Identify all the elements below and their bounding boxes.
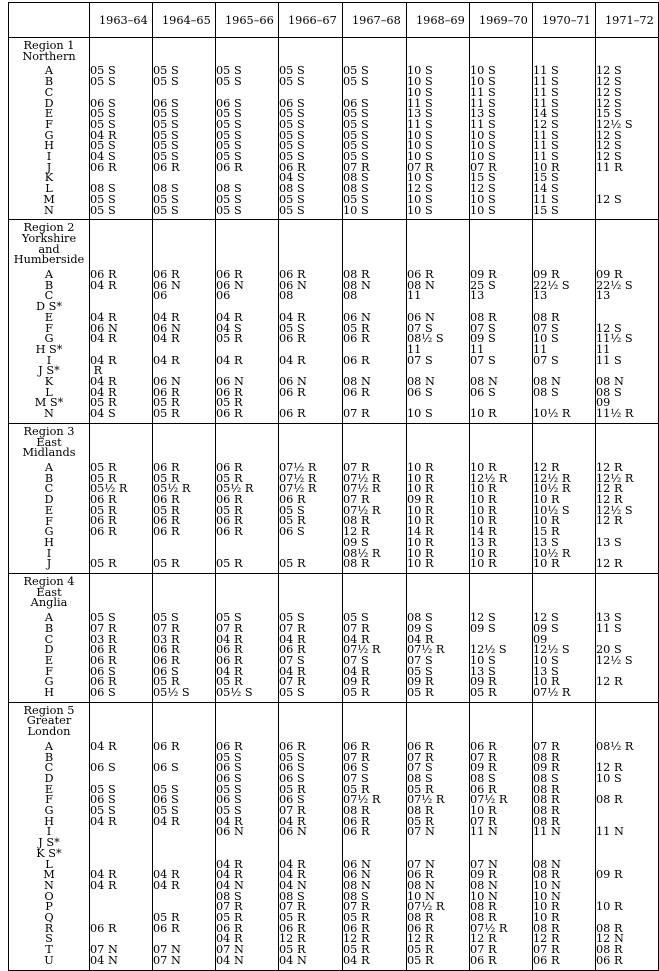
value-cell — [153, 220, 216, 424]
value-cell — [216, 702, 279, 970]
district-letter: A — [44, 268, 54, 282]
district-letter: E — [44, 310, 54, 324]
value-cell — [596, 38, 659, 220]
region-name: Region 3 — [23, 424, 75, 438]
district-letter: F — [45, 117, 53, 131]
district-letter: L — [45, 857, 53, 871]
district-letter: B — [44, 621, 54, 635]
value-cell — [279, 574, 343, 703]
value-cell — [343, 423, 407, 573]
column-header: 1964–65 — [153, 3, 216, 38]
value-list: 05 S 07 R 04 R 07½ R 07 S 04 R 09 R 05 R — [343, 611, 381, 700]
district-letter: G — [44, 675, 54, 689]
district-letter: C — [44, 632, 54, 646]
value-list: 05 S 07 R 03 R 06 R 06 R 06 S 05 R 05½ S — [153, 611, 190, 700]
district-letter: H — [44, 686, 54, 700]
district-letter: C — [44, 482, 54, 496]
district-letter: T — [45, 943, 53, 957]
column-header: 1966–67 — [279, 3, 343, 38]
value-cell — [153, 702, 216, 970]
district-letter: O — [44, 889, 54, 903]
district-letter: K S* — [36, 846, 62, 860]
district-letter: E — [44, 503, 54, 517]
value-cell — [470, 220, 533, 424]
value-cell — [470, 38, 533, 220]
value-list: 10 S 10 S 10 S 11 S 13 S 11 S 10 S 10 S 10 S 07 R 10 S 12 S 10 S 10 S — [407, 64, 434, 217]
region-name: Region 1 — [23, 39, 75, 52]
value-cell — [533, 702, 596, 970]
region-name: London — [27, 725, 71, 739]
value-list: 06 R 06 N 06 04 R 06 N 04 R 04 R 06 N 06 R 05 R 05 R — [153, 268, 181, 421]
column-header: 1965–66 — [216, 3, 279, 38]
value-list: 12 R 12½ R 10½ R 10 R 10½ S 10 R 15 R 13 S 10½ R 10 R — [533, 460, 571, 571]
district-letter: H — [44, 139, 54, 153]
district-letter: D — [44, 96, 54, 110]
district-letter: L — [45, 385, 53, 399]
value-cell — [407, 38, 470, 220]
value-cell — [216, 423, 279, 573]
value-cell — [470, 574, 533, 703]
district-letter: K — [44, 171, 54, 185]
table-header — [9, 3, 659, 38]
value-list: 05 S 05 S 06 S 05 S 05 S 05 S 05 S 05 S 06 R 08 S 05 S 05 S — [153, 64, 180, 217]
value-list: 13 S 11 S 20 S 12½ S 12 R — [596, 611, 633, 689]
value-list: 12 R 12½ R 12 R 12 R 12½ S 12 R 13 S 12 R — [596, 460, 634, 571]
value-cell — [90, 702, 153, 970]
region-name: and — [38, 242, 60, 256]
region-name: Humberside — [13, 253, 85, 267]
district-letter: C — [44, 85, 54, 99]
district-letter: U — [44, 953, 54, 967]
district-letter: N — [44, 878, 54, 892]
value-list: 07½ R 07½ R 07½ R 06 R 05 S 05 R 06 S 05 R — [279, 460, 317, 571]
district-letter: I — [46, 353, 52, 367]
value-list: 05 S 07 R 04 R 06 R 07 S 04 R 07 R 05 S — [279, 611, 306, 700]
district-letter: F — [45, 664, 53, 678]
value-list: 05 R 05 R 05½ R 06 R 05 R 06 R 06 R 05 R — [90, 460, 128, 571]
column-header: 1969–70 — [470, 3, 533, 38]
region-row — [9, 38, 659, 220]
region-name: Region 2 — [23, 221, 75, 235]
district-letter: C — [44, 761, 54, 775]
region-name: Region 4 — [23, 575, 75, 588]
column-header: 1968–69 — [407, 3, 470, 38]
value-list: 05 S 05 S 06 S 05 S 05 S 05 S 05 S 05 S 06 R 08 S 05 S 05 S — [216, 64, 243, 217]
value-list: 08 R 08 N 08 06 N 05 R 06 R 06 R 08 N 06 R 07 R — [343, 268, 371, 421]
rates-table — [8, 2, 659, 971]
region-name: Greater — [26, 714, 72, 728]
value-list: 05 S 07 R 04 R 06 R 06 R 04 R 05 R 05½ S — [216, 611, 253, 700]
region-row — [9, 574, 659, 703]
district-letter: D S* — [35, 300, 63, 314]
region-label-cell — [9, 220, 90, 424]
district-letter: S — [45, 932, 53, 946]
value-list: 09 R 22½ S 13 08 R 07 S 10 S 11 07 S 08 N 08 S 10½ R — [533, 268, 571, 421]
district-letter: M S* — [34, 396, 64, 410]
value-list: 06 R 07 R 07 S 08 S 05 R 07½ R 08 R 05 R 07 N 07 N 06 R 08 N 10 N 07½ R 08 R 06 R 12 R 05 R 05 R — [407, 739, 445, 967]
value-list: 09 R 25 S 13 08 R 07 S 09 S 11 07 S 08 N 06 S 10 R — [470, 268, 498, 421]
district-letter: M — [43, 192, 55, 206]
district-letter: F — [45, 321, 53, 335]
district-letter: E — [44, 107, 54, 121]
district-letter: B — [44, 278, 54, 292]
value-cell — [343, 220, 407, 424]
value-cell — [90, 220, 153, 424]
region-label-cell — [9, 574, 90, 703]
value-cell — [153, 38, 216, 220]
value-cell — [279, 220, 343, 424]
value-list: 12 S 09 S 12½ S 10 S 13 S 09 R 05 R — [470, 611, 507, 700]
table-body — [9, 38, 659, 971]
district-letter: N — [44, 407, 54, 421]
district-letter: B — [44, 471, 54, 485]
value-cell — [279, 702, 343, 970]
value-list: 12 S 09 S 09 12½ S 10 S 13 S 10 R 07½ R — [533, 611, 571, 700]
value-cell — [216, 220, 279, 424]
district-letter: A — [44, 611, 54, 625]
value-cell — [279, 38, 343, 220]
value-cell — [407, 574, 470, 703]
value-list: 06 R 07 R 09 R 08 S 06 R 07½ R 10 R 07 R 11 N 07 N 09 R 08 N 10 N 08 R 08 R 07½ R 12 R 07 R 06 R — [470, 739, 508, 967]
value-cell — [407, 220, 470, 424]
value-list: 06 R 05 S 06 S 06 S 05 S 06 S 05 S 04 R 06 N 04 R 04 R 04 N 08 S 07 R 05 R 06 R 04 R 07 N 04 N — [216, 739, 244, 967]
region-row — [9, 702, 659, 970]
value-cell — [216, 38, 279, 220]
district-letter: C — [44, 289, 54, 303]
value-cell — [90, 574, 153, 703]
value-cell — [343, 574, 407, 703]
district-letter: P — [45, 900, 53, 914]
column-header: 1967–68 — [343, 3, 407, 38]
district-letter: I — [46, 825, 52, 839]
district-letter: H S* — [35, 342, 63, 356]
value-cell — [470, 702, 533, 970]
district-letter: F — [45, 514, 53, 528]
value-list: 06 R 06 N 06 04 R 04 S 05 R 04 R 06 N 06 R 05 R 06 R — [216, 268, 244, 421]
value-cell — [533, 574, 596, 703]
district-letter: J — [46, 557, 52, 571]
value-list: 06 R 05 S 06 S 06 S 05 R 06 S 07 R 04 R 06 N 04 R 04 R 04 N 08 S 07 R 05 R 06 R 12 R 05 R 04 N — [279, 739, 307, 967]
value-list: 08½ R 12 R 10 S 08 R 11 N 09 R 10 R 08 R 12 N 08 R 06 R — [596, 739, 634, 967]
value-cell — [596, 220, 659, 424]
district-letter: A — [44, 460, 54, 474]
district-letter: K — [44, 375, 54, 389]
region-name: Region 5 — [23, 703, 75, 717]
region-name: East — [36, 585, 62, 599]
district-letter: D — [44, 643, 54, 657]
region-name: Midlands — [22, 446, 76, 460]
value-list: 06 R 05 R 05½ R 06 R 05 R 06 R 06 R 05 R — [216, 460, 254, 571]
region-label-cell — [9, 38, 90, 220]
district-letter: I — [46, 150, 52, 164]
value-list: 10 R 10 R 10 R 09 R 10 R 10 R 14 R 10 R 10 R 10 R — [407, 460, 434, 571]
district-letter: E — [44, 782, 54, 796]
district-letter: D — [44, 493, 54, 507]
value-list: 12 S 12 S 12 S 12 S 15 S 12½ S 12 S 12 S 12 S 11 R 12 S — [596, 64, 633, 206]
value-cell — [343, 38, 407, 220]
region-name: East — [36, 435, 62, 449]
district-letter: E — [44, 653, 54, 667]
value-list: 11 S 11 S 11 S 11 S 14 S 12 S 11 S 11 S 11 S 10 R 15 S 14 S 11 S 15 S — [533, 64, 560, 217]
column-header: 1971–72 — [596, 3, 659, 38]
district-letter: R — [44, 921, 54, 935]
value-cell — [153, 423, 216, 573]
district-letter: D — [44, 771, 54, 785]
region-name: Northern — [22, 49, 76, 63]
value-cell — [407, 702, 470, 970]
value-cell — [153, 574, 216, 703]
region-name: Yorkshire — [21, 231, 77, 245]
column-header — [9, 3, 90, 38]
district-letter: F — [45, 793, 53, 807]
value-list: 06 R 06 S 05 S 06 S 05 S 04 R 04 R 04 R 05 R 06 R 07 N 07 N — [153, 739, 181, 967]
value-list: 05 S 07 R 03 R 06 R 06 R 06 S 06 R 06 S — [90, 611, 117, 700]
district-letter: N — [44, 203, 54, 217]
region-label-cell — [9, 423, 90, 573]
value-list: 06 R 07 R 06 S 07 S 05 R 07½ R 08 R 06 R 06 R 06 N 06 N 08 N 08 S 07 R 05 R 06 R 12 R 05 R 04 R — [343, 739, 381, 967]
region-row — [9, 423, 659, 573]
value-list: 06 R 06 N 08 04 R 05 S 06 R 04 R 06 N 06 R 06 R — [279, 268, 307, 421]
column-header: 1963–64 — [90, 3, 153, 38]
value-list: 04 R 06 S 05 S 06 S 05 S 04 R 04 R 04 R 06 R 07 N 04 N — [90, 739, 118, 967]
district-letter: J S* — [38, 836, 60, 850]
region-name: Anglia — [30, 596, 68, 610]
district-letter: J S* — [38, 364, 60, 378]
value-list: 06 R 04 R 04 R 06 N 04 R 04 R R 04 R 04 R 05 R 04 S — [90, 268, 118, 421]
value-list: 05 S 05 S 06 S 05 S 05 S 04 R 05 S 04 S 06 R 08 S 05 S 05 S — [90, 64, 117, 217]
value-cell — [279, 423, 343, 573]
value-cell — [533, 423, 596, 573]
district-letter: I — [46, 546, 52, 560]
value-cell — [216, 574, 279, 703]
district-letter: A — [44, 64, 54, 78]
district-letter: J — [46, 160, 52, 174]
value-list: 07 R 07½ R 07½ R 07 R 07½ R 08 R 12 R 09 S 08½ R 08 R — [343, 460, 381, 571]
value-cell — [533, 220, 596, 424]
district-letter: H — [44, 535, 54, 549]
value-list: 05 S 05 S 06 S 05 S 05 S 05 S 05 S 05 S 06 R 04 S 08 S 05 S 05 S — [279, 64, 306, 217]
value-cell — [533, 38, 596, 220]
value-list: 09 R 22½ S 13 12 S 11½ S 11 11 S 08 N 08 S 09 11½ R — [596, 268, 634, 421]
value-list: 10 R 12½ R 10 R 10 R 10 R 10 R 14 R 13 R 10 R 10 R — [470, 460, 508, 571]
district-letter: G — [44, 804, 54, 818]
district-letter: B — [44, 750, 54, 764]
region-label-cell — [9, 702, 90, 970]
value-list: 06 R 05 R 05½ R 06 R 05 R 06 R 06 R 05 R — [153, 460, 191, 571]
district-letter: L — [45, 182, 53, 196]
value-list: 05 S 05 S 06 S 05 S 05 S 05 S 05 S 05 S 07 R 08 S 08 S 05 S 10 S — [343, 64, 370, 217]
value-list: 10 S 10 S 11 S 11 S 13 S 11 S 10 S 10 S 10 S 07 R 15 S 12 S 10 S 10 S — [470, 64, 497, 217]
value-cell — [596, 574, 659, 703]
value-cell — [90, 38, 153, 220]
value-cell — [470, 423, 533, 573]
value-cell — [596, 702, 659, 970]
value-list: 06 R 08 N 11 06 N 07 S 08½ S 11 07 S 08 N 06 S 10 S — [407, 268, 444, 421]
value-list: 07 R 08 R 09 R 08 S 08 R 08 R 08 R 08 R 11 N 08 N 08 R 10 N 10 N 10 R 10 R 08 R 12 R 07 R 06 R — [533, 739, 561, 967]
district-letter: M — [43, 868, 55, 882]
value-list: 08 S 09 S 04 R 07½ R 07 S 05 S 09 R 05 R — [407, 611, 445, 700]
district-letter: G — [44, 128, 54, 142]
region-row — [9, 220, 659, 424]
district-letter: A — [44, 739, 54, 753]
district-letter: G — [44, 332, 54, 346]
value-cell — [90, 423, 153, 573]
value-cell — [407, 423, 470, 573]
district-letter: Q — [44, 911, 54, 925]
district-letter: H — [44, 814, 54, 828]
district-letter: G — [44, 525, 54, 539]
district-letter: B — [44, 75, 54, 89]
value-cell — [596, 423, 659, 573]
column-header: 1970–71 — [533, 3, 596, 38]
value-cell — [343, 702, 407, 970]
